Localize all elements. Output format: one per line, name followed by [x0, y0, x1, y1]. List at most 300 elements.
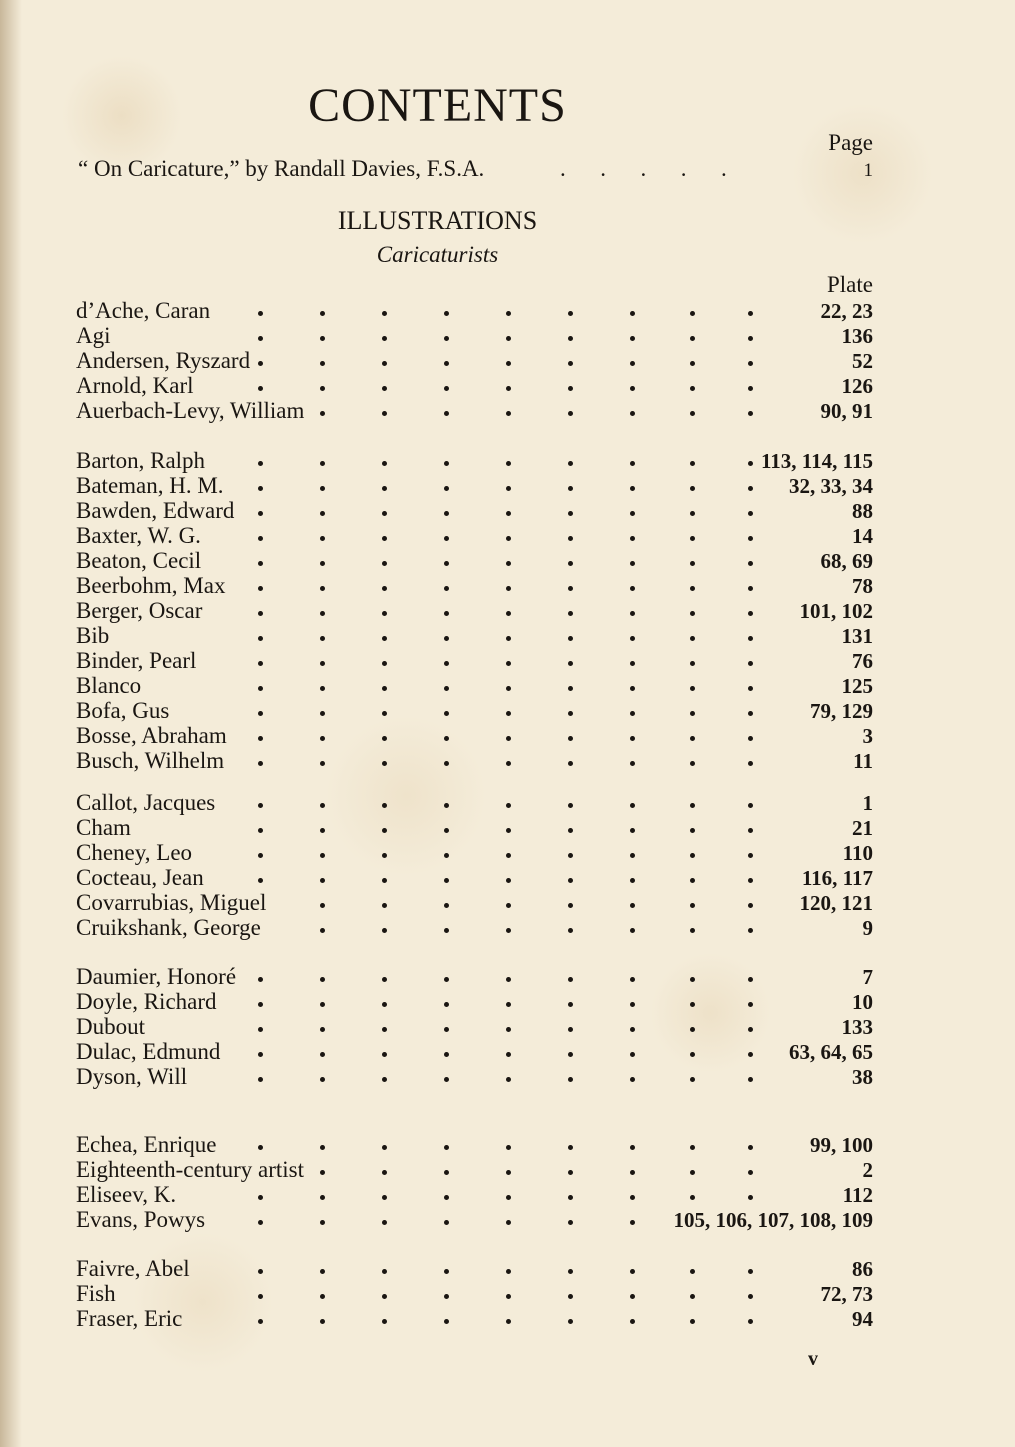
leader-dot [748, 853, 753, 858]
contents-entry [0, 1281, 1015, 1307]
entry-plate-numbers: 133 [841, 1015, 873, 1039]
leader-dot [320, 1027, 325, 1032]
leader-dot [568, 828, 573, 833]
leader-dot [506, 1027, 511, 1032]
leader-dot [382, 977, 387, 982]
leader-dot [630, 803, 635, 808]
entry-plate-numbers: 14 [852, 524, 873, 548]
leader-dot [444, 486, 449, 491]
leader-dot [630, 928, 635, 933]
entry-plate-numbers: 38 [852, 1065, 873, 1089]
leader-dot [382, 736, 387, 741]
leader-dot [382, 336, 387, 341]
leader-dot [748, 511, 753, 516]
entry-plate-numbers: 76 [852, 649, 873, 673]
entry-plate-numbers: 72, 73 [820, 1282, 873, 1306]
leader-dot [506, 1294, 511, 1299]
contents-entry [0, 348, 1015, 374]
leader-dot [748, 828, 753, 833]
leader-dot [568, 636, 573, 641]
contents-entry [0, 623, 1015, 649]
contents-entry [0, 989, 1015, 1015]
leader-dot [748, 711, 753, 716]
entry-plate-numbers: 105, 106, 107, 108, 109 [673, 1208, 873, 1232]
leader-dot [382, 361, 387, 366]
entry-name: Baxter, W. G. [76, 523, 201, 548]
leader-dot [690, 928, 695, 933]
leader-dot [690, 803, 695, 808]
leader-dot [690, 661, 695, 666]
entry-plate-numbers: 136 [841, 324, 873, 348]
leader-dot [568, 736, 573, 741]
section-subtitle: Caricaturists [376, 242, 499, 267]
leader-dot [258, 803, 263, 808]
leader-dot [568, 761, 573, 766]
leader-dot [382, 511, 387, 516]
leader-dot [444, 761, 449, 766]
section-title: ILLUSTRATIONS [337, 206, 538, 235]
leader-dot [506, 1052, 511, 1057]
leader-dot [748, 928, 753, 933]
leader-dot [568, 1077, 573, 1082]
entry-plate-numbers: 126 [841, 374, 873, 398]
entry-plate-numbers: 11 [853, 749, 873, 773]
leader-dot [444, 361, 449, 366]
entry-plate-numbers: 32, 33, 34 [789, 474, 873, 498]
leader-dot [258, 1294, 263, 1299]
leader-dot [568, 1195, 573, 1200]
contents-entry [0, 323, 1015, 349]
leader-dot [258, 561, 263, 566]
leader-dot [320, 1170, 325, 1175]
leader-dot [630, 1027, 635, 1032]
entry-name: Fish [76, 1281, 116, 1306]
leader-dot [690, 386, 695, 391]
entry-plate-numbers: 1 [862, 791, 873, 815]
leader-dot [690, 611, 695, 616]
contents-entry [0, 748, 1015, 774]
entry-name: Evans, Powys [76, 1207, 206, 1232]
leader-dot [690, 561, 695, 566]
leader-dot [506, 903, 511, 908]
leader-dot [568, 803, 573, 808]
leader-dot [382, 828, 387, 833]
leader-dot [690, 1027, 695, 1032]
leader-dot [382, 853, 387, 858]
leader-dot [568, 1319, 573, 1324]
entry-name: Cocteau, Jean [76, 865, 204, 890]
leader-dot [630, 411, 635, 416]
leader-dot [690, 636, 695, 641]
contents-entry [0, 1064, 1015, 1090]
leader-dot [506, 536, 511, 541]
entry-plate-numbers: 7 [862, 965, 873, 989]
leader-dot [630, 1002, 635, 1007]
entry-name: Covarrubias, Miguel [76, 890, 267, 915]
leader-dot [748, 1002, 753, 1007]
leader-dot [258, 1145, 263, 1150]
leader-dot [506, 1220, 511, 1225]
entry-name: Fraser, Eric [76, 1306, 183, 1331]
leader-dot [630, 1319, 635, 1324]
entry-plate-numbers: 88 [852, 499, 873, 523]
entry-name: Faivre, Abel [76, 1256, 190, 1281]
leader-dot [690, 461, 695, 466]
contents-entry [0, 915, 1015, 941]
entry-plate-numbers: 86 [852, 1257, 873, 1281]
entry-plate-numbers: 116, 117 [801, 866, 873, 890]
leader-dot [748, 586, 753, 591]
leader-dot [382, 1027, 387, 1032]
leader-dot [382, 1170, 387, 1175]
leader-dot [748, 611, 753, 616]
leader-dot [690, 828, 695, 833]
leader-dot [506, 1002, 511, 1007]
leader-dot [258, 1002, 263, 1007]
leader-dot [320, 486, 325, 491]
leader-dot [444, 636, 449, 641]
leader-dot [444, 1052, 449, 1057]
leader-dot [506, 1269, 511, 1274]
leader-dot [444, 311, 449, 316]
leader-dot [690, 336, 695, 341]
leader-dot [444, 411, 449, 416]
entry-name: Bateman, H. M. [76, 473, 224, 498]
leader-dot [630, 686, 635, 691]
leader-dot [444, 511, 449, 516]
entry-plate-numbers: 79, 129 [810, 699, 873, 723]
leader-dot [748, 1294, 753, 1299]
entry-name: Echea, Enrique [76, 1132, 217, 1157]
leader-dot [382, 1052, 387, 1057]
leader-dot [320, 803, 325, 808]
leader-dot [444, 977, 449, 982]
leader-dot [568, 878, 573, 883]
leader-dot [320, 1077, 325, 1082]
contents-entry [0, 1306, 1015, 1332]
leader-dot [690, 311, 695, 316]
leader-dot [444, 1027, 449, 1032]
leader-dot [320, 511, 325, 516]
contents-entry [0, 473, 1015, 499]
leader-dot [506, 511, 511, 516]
leader-dot [568, 977, 573, 982]
entry-plate-numbers: 94 [852, 1307, 873, 1331]
entry-name: Dyson, Will [76, 1064, 188, 1089]
entry-name: Beaton, Cecil [76, 548, 202, 573]
leader-dot [382, 1269, 387, 1274]
leader-dot [382, 536, 387, 541]
contents-entry [0, 1182, 1015, 1208]
leader-dot [320, 461, 325, 466]
leader-dot [748, 761, 753, 766]
leader-dot [382, 611, 387, 616]
leader-dot [690, 1145, 695, 1150]
entry-name: Daumier, Honoré [76, 964, 237, 989]
leader-dot [690, 761, 695, 766]
leader-dot [748, 336, 753, 341]
leader-dot [568, 536, 573, 541]
entry-name: Busch, Wilhelm [76, 748, 225, 773]
leader-dot [258, 511, 263, 516]
contents-entry [0, 1207, 1015, 1233]
leader-dot [444, 561, 449, 566]
leader-dot [568, 611, 573, 616]
leader-dot [258, 361, 263, 366]
contents-entry [0, 523, 1015, 549]
leader-dot [382, 903, 387, 908]
leader-dot [258, 977, 263, 982]
leader-dot [748, 386, 753, 391]
leader-dot [690, 711, 695, 716]
leader-dot [690, 736, 695, 741]
leader-dot [630, 536, 635, 541]
entry-plate-numbers: 9 [862, 916, 873, 940]
leader-dot [382, 411, 387, 416]
entry-name: Bosse, Abraham [76, 723, 227, 748]
leader-dot [444, 1220, 449, 1225]
entry-name: Eighteenth-century artist [76, 1157, 305, 1182]
leader-dot [568, 853, 573, 858]
leader-dot [258, 686, 263, 691]
entry-plate-numbers: 22, 23 [820, 299, 873, 323]
leader-dot [444, 686, 449, 691]
leader-dot [690, 1052, 695, 1057]
leader-dot [506, 336, 511, 341]
contents-entry [0, 648, 1015, 674]
entry-name: Binder, Pearl [76, 648, 197, 673]
contents-entry [0, 890, 1015, 916]
leader-dot [630, 761, 635, 766]
entry-name: Bofa, Gus [76, 698, 170, 723]
contents-entry [0, 840, 1015, 866]
leader-dot [568, 386, 573, 391]
leader-dot [258, 853, 263, 858]
entry-name: Agi [76, 323, 111, 348]
leader-dot [382, 311, 387, 316]
leader-dot [258, 636, 263, 641]
leader-dot [630, 511, 635, 516]
leader-dot [444, 1170, 449, 1175]
entry-name: d’Ache, Caran [76, 298, 211, 323]
leader-dot [630, 661, 635, 666]
contents-entry [0, 865, 1015, 891]
leader-dot [748, 411, 753, 416]
leader-dot [630, 1077, 635, 1082]
leader-dot [320, 661, 325, 666]
contents-entry [0, 398, 1015, 424]
leader-dot [258, 1077, 263, 1082]
leader-dot [568, 661, 573, 666]
leader-dot [630, 1294, 635, 1299]
leader-dot [506, 736, 511, 741]
leader-dot [748, 1052, 753, 1057]
contents-entry [0, 815, 1015, 841]
leader-dot [690, 486, 695, 491]
contents-entry [0, 723, 1015, 749]
leader-dot [444, 386, 449, 391]
leader-dot [320, 1195, 325, 1200]
leader-dot [444, 461, 449, 466]
leader-dot [506, 761, 511, 766]
leader-dot [506, 977, 511, 982]
entry-name: Cruikshank, George [76, 915, 261, 940]
leader-dot [630, 853, 635, 858]
entry-plate-numbers: 110 [842, 841, 873, 865]
leader-dot [568, 903, 573, 908]
entry-name: Beerbohm, Max [76, 573, 226, 598]
entry-name: Berger, Oscar [76, 598, 203, 623]
leader-dot [320, 1220, 325, 1225]
leader-dot [258, 878, 263, 883]
entry-plate-numbers: 131 [841, 624, 873, 648]
leader-dot [320, 536, 325, 541]
entry-plate-numbers: 125 [841, 674, 873, 698]
leader-dot [506, 1077, 511, 1082]
leader-dot [748, 1077, 753, 1082]
leader-dot [258, 386, 263, 391]
leader-dot [568, 1269, 573, 1274]
leader-dot [258, 711, 263, 716]
leader-dot [506, 1145, 511, 1150]
leader-dot [568, 411, 573, 416]
leader-dot [630, 1269, 635, 1274]
entry-name: Barton, Ralph [76, 448, 206, 473]
leader-dot [382, 561, 387, 566]
contents-entry [0, 548, 1015, 574]
leader-dot [690, 1170, 695, 1175]
page-title: CONTENTS [308, 79, 567, 132]
entry-plate-numbers: 68, 69 [820, 549, 873, 573]
leader-dot [444, 803, 449, 808]
entry-plate-numbers: 21 [852, 816, 873, 840]
leader-dot [382, 711, 387, 716]
leader-dot [382, 928, 387, 933]
leader-dot [320, 1269, 325, 1274]
leader-dot [506, 1170, 511, 1175]
leader-dot [568, 1145, 573, 1150]
leader-dot [506, 661, 511, 666]
leader-dot [690, 411, 695, 416]
entry-plate-numbers: 3 [862, 724, 873, 748]
leader-dot [568, 511, 573, 516]
leader-dot [320, 561, 325, 566]
entry-plate-numbers: 63, 64, 65 [789, 1040, 873, 1064]
leader-dot [630, 1145, 635, 1150]
leader-dot [748, 1319, 753, 1324]
leader-dot [444, 1077, 449, 1082]
leader-dot [630, 1220, 635, 1225]
leader-dot [320, 878, 325, 883]
leader-dot [506, 461, 511, 466]
leader-dot [258, 461, 263, 466]
leader-dot [630, 486, 635, 491]
leader-dot [382, 1319, 387, 1324]
leader-dot [690, 511, 695, 516]
leader-dot [568, 1294, 573, 1299]
leader-dot [690, 903, 695, 908]
entry-plate-numbers: 112 [842, 1183, 873, 1207]
leader-dot [444, 611, 449, 616]
leader-dot [506, 686, 511, 691]
leader-dot [444, 536, 449, 541]
contents-entry [0, 1132, 1015, 1158]
leader-dot [258, 1052, 263, 1057]
leader-dot [568, 928, 573, 933]
leader-dot [748, 461, 753, 466]
leader-dot [320, 853, 325, 858]
leader-dot [506, 411, 511, 416]
leader-dot [690, 1195, 695, 1200]
leader-dot [258, 611, 263, 616]
leader-dot [382, 461, 387, 466]
contents-entry [0, 448, 1015, 474]
page-column-header: Page [828, 130, 873, 155]
leader-dot [444, 1195, 449, 1200]
leader-dot [382, 1077, 387, 1082]
leader-dot [748, 1195, 753, 1200]
leader-dot [258, 1027, 263, 1032]
leader-dot [748, 536, 753, 541]
leader-dot [258, 536, 263, 541]
entry-plate-numbers: 10 [852, 990, 873, 1014]
leader-dot [320, 361, 325, 366]
leader-dot [320, 761, 325, 766]
leader-dot [748, 878, 753, 883]
leader-dot [690, 1319, 695, 1324]
leader-dot [568, 336, 573, 341]
page-folio: v [808, 1348, 818, 1370]
leader-dot [382, 636, 387, 641]
leader-dot [630, 561, 635, 566]
entry-plate-numbers: 99, 100 [810, 1133, 873, 1157]
leader-dot [506, 311, 511, 316]
entry-name: Doyle, Richard [76, 989, 217, 1014]
leader-dot [506, 386, 511, 391]
leader-dot [568, 586, 573, 591]
leader-dot [748, 486, 753, 491]
leader-dot [568, 361, 573, 366]
leader-dot [382, 1002, 387, 1007]
leader-dot [748, 636, 753, 641]
leader-dot [630, 828, 635, 833]
contents-entry [0, 573, 1015, 599]
leader-dot [382, 661, 387, 666]
leader-dot [258, 1195, 263, 1200]
leader-dot [690, 686, 695, 691]
leader-dot [568, 711, 573, 716]
entry-name: Eliseev, K. [76, 1182, 177, 1207]
leader-dot [748, 1170, 753, 1175]
leader-dot [320, 686, 325, 691]
entry-name: Bib [76, 623, 110, 648]
contents-entry [0, 1014, 1015, 1040]
leader-dot [630, 336, 635, 341]
leader-dot [444, 1002, 449, 1007]
contents-entry [0, 1039, 1015, 1065]
entry-name: Dulac, Edmund [76, 1039, 221, 1064]
plate-column-header: Plate [827, 272, 873, 297]
leader-dot [506, 486, 511, 491]
leader-dot [320, 636, 325, 641]
leader-dot [382, 1294, 387, 1299]
contents-entry [0, 698, 1015, 724]
entry-plate-numbers: 52 [852, 349, 873, 373]
leader-dot [690, 977, 695, 982]
leader-dot [690, 1002, 695, 1007]
leader-dot [258, 736, 263, 741]
leader-dot [690, 586, 695, 591]
